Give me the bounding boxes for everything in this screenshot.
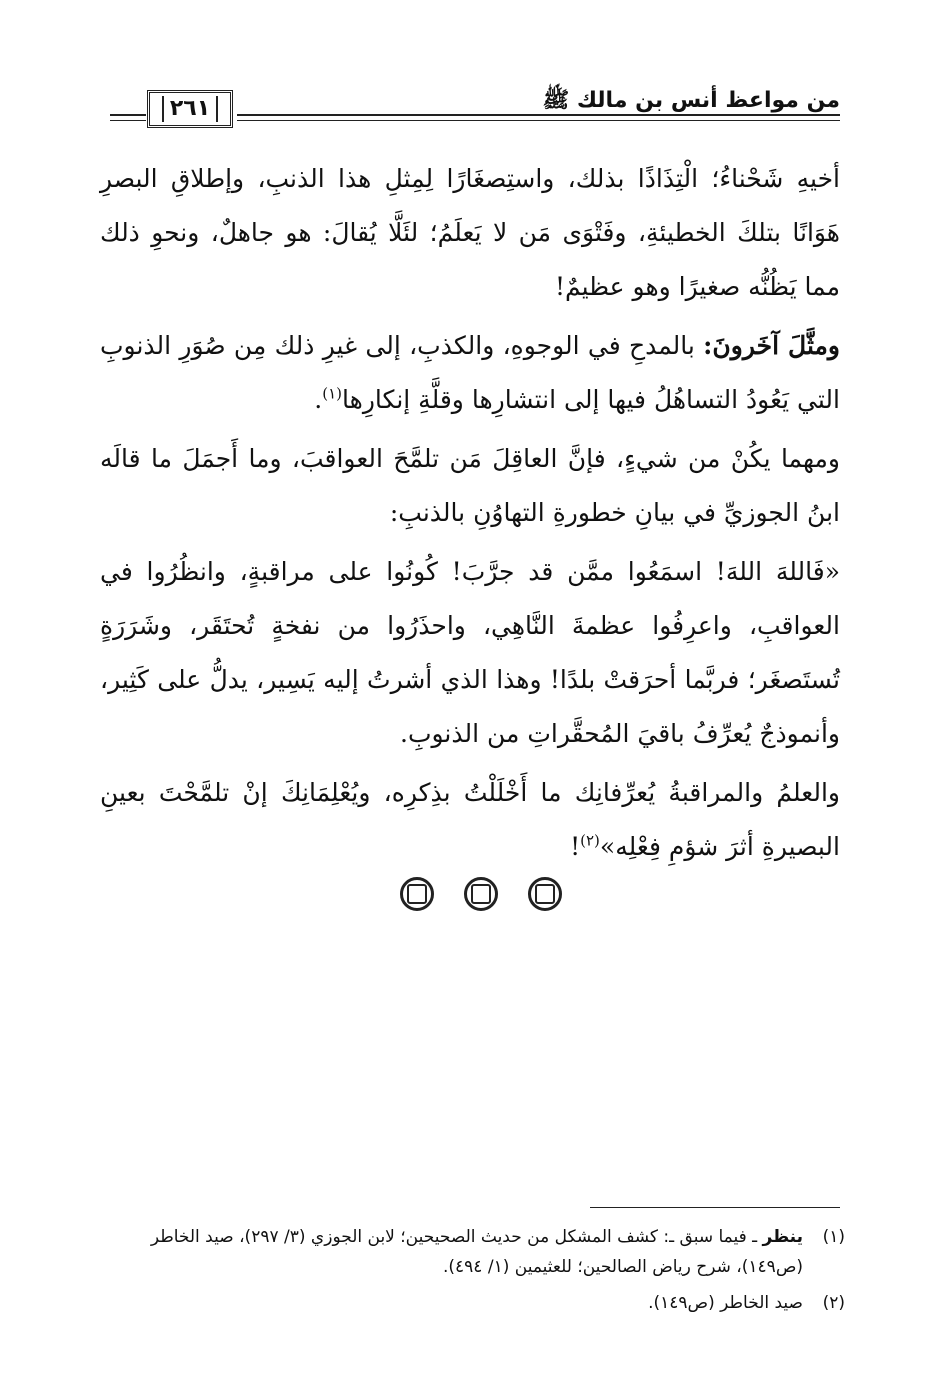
text-line: أخيهِ شَحْناءُ؛ الْتِذَاذًا بذلك، واستِصغَارًا لِمِثلِ هذا الذنبِ، وإطلاقِ البصرِ — [100, 164, 840, 193]
main-text — [100, 152, 840, 879]
footnote — [85, 1222, 845, 1282]
footnote-body: ـ فيما سبق ـ: كشف المشكل من حديث الصحيحين؛ لابن الجوزي (٣/ ٢٩٧)، صيد الخاطر (ص١٤٩)، شرح رياض الصالحين؛ للعثيمين (١/ ٤٩٤). — [150, 1227, 803, 1277]
footnote-number: (٢) — [822, 1293, 845, 1313]
text-run: ! — [570, 832, 581, 861]
page-number-box — [147, 90, 233, 128]
paragraph: ومهما يكُنْ من شيءٍ، فإنَّ العاقِلَ مَن تلمَّحَ العواقبَ، وما أَجمَلَ ما قالَه ابنُ الجوزيِّ في بيانِ خطورةِ التهاوُنِ بالذنبِ: — [100, 444, 840, 527]
running-title: من مواعظ أنس بن مالك ﷺ — [542, 88, 840, 113]
section-end-ornaments — [400, 874, 562, 914]
text-run: بالمدحِ في الوجوهِ، والكذبِ، إلى غيرِ ذلك مِن صُوَرِ الذنوبِ التي يَعُودُ التساهُلُ فيها إلى انتشارِها وقلَّةِ إنكارِها — [100, 331, 840, 414]
emphasis-lead: ومثَّلَ آخَرونَ: — [703, 331, 840, 360]
paragraph — [100, 319, 840, 427]
footnote-lead: ينظر — [762, 1227, 803, 1247]
header-rule — [110, 114, 146, 116]
page-number: ٢٦١ — [162, 96, 218, 122]
footnotes — [85, 1222, 845, 1324]
footnote-ref[interactable]: (٢) — [580, 831, 600, 850]
footnote — [85, 1288, 845, 1318]
footnote-text — [85, 1222, 803, 1282]
ornament-icon — [400, 877, 434, 911]
text-line: ذلك مما يَظُنُّه صغيرًا وهو عظيمٌ! — [100, 218, 840, 301]
ornament-icon — [464, 877, 498, 911]
header-rule — [237, 120, 840, 121]
footnote-number: (١) — [822, 1227, 845, 1247]
footnote-separator — [590, 1207, 840, 1208]
quote-paragraph: «فَاللهَ اللهَ! اسمَعُوا ممَّن قد جرَّبَ! كُونُوا على مراقبةٍ، وانظُرُوا في العواقبِ، واعرِفُوا عظمةَ النَّاهِي، واحذَرُوا من نفخةٍ تُحتَقَر، وشَرَرَةٍ تُستَصغَر؛ فربَّما أحرَقتْ بلدًا! وهذا الذي أشرتُ إليه يَسِير، يدلُّ على كَثِير، وأنموذجٌ يُعرِّفُ باقيَ المُحقَّراتِ من الذنوبِ. — [100, 557, 840, 748]
footnote-ref[interactable]: (١) — [322, 384, 343, 403]
paragraph — [100, 152, 840, 314]
footnote-body: صيد الخاطر (ص١٤٩). — [648, 1293, 803, 1313]
header-rule — [110, 120, 146, 121]
header-rule — [237, 114, 840, 116]
text-run: والعلمُ والمراقبةُ يُعرِّفانِك ما أَخْلَلْتُ بذِكرِه، ويُعْلِمَانِكَ إنْ تلمَّحْتَ بعينِ البصيرةِ أثرَ شؤمِ فِعْلِه» — [100, 778, 840, 861]
text-run: . — [314, 385, 323, 414]
text-line: هَوَانًا بتلكَ الخطيئةِ، وفَتْوَى مَن لا يَعلَمُ؛ لئَلَّا يُقالَ: هو جاهلٌ، ونحوِ — [151, 218, 840, 247]
quote-paragraph — [100, 766, 840, 874]
ornament-icon — [528, 877, 562, 911]
